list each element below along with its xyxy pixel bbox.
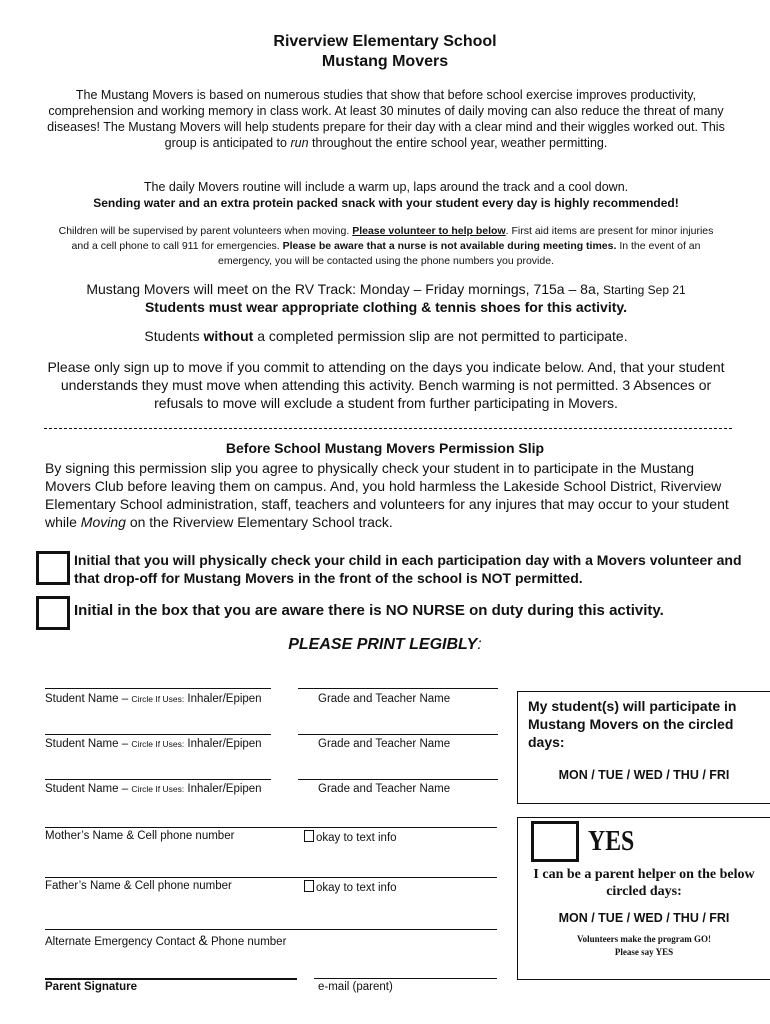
routine-recommendation: Sending water and an extra protein packed snack with your student every day is highly recommended!	[93, 196, 679, 210]
slip-body	[45, 459, 735, 531]
email-line[interactable]	[314, 978, 497, 979]
meeting-line	[45, 280, 727, 299]
helper-box	[517, 817, 770, 980]
supervision-text-end: In the event of an emergency, you will be contacted using the phone numbers you provide.	[217, 240, 701, 267]
mother-line[interactable]	[45, 827, 497, 828]
grade-label-2: Grade and Teacher Name	[318, 738, 451, 750]
school-title: Riverview Elementary School	[273, 33, 497, 50]
student-label-2	[45, 738, 262, 750]
inhaler-label: Inhaler/Epipen	[184, 738, 262, 750]
alternate-amp: &	[198, 932, 208, 948]
intro-text-end: throughout the entire school year, weather permitting.	[308, 136, 608, 150]
intro-paragraph	[45, 87, 727, 151]
supervision-text: Children will be supervised by parent volunteers when moving.	[58, 225, 353, 237]
meeting-start: Starting Sep 21	[599, 283, 686, 297]
father-line[interactable]	[45, 877, 497, 878]
intro-italic: run	[290, 136, 309, 150]
days-box	[517, 691, 770, 804]
student-name-line-3[interactable]	[45, 779, 271, 780]
routine-line: The daily Movers routine will include a warm up, laps around the track and a cool down.	[143, 180, 629, 194]
initial-checkin-text: Initial that you will physically check your child in each participation day with a Movers volunteer and that drop-off for Mustang Movers in the front of the school is NOT permitted.	[74, 552, 742, 586]
grade-label-3: Grade and Teacher Name	[318, 783, 451, 795]
grade-line-3[interactable]	[298, 779, 498, 780]
circle-label: Circle If Uses:	[131, 784, 185, 794]
okay-text-label: okay to text info	[316, 832, 397, 844]
slip-text: By signing this permission slip you agree to physically check your student in to participate in the Mustang Movers Club before leaving them on campus. And, you hold harmless the Lakeside School District, Riverview Elementary School administration, staff, teachers and volunteers for any injures that may occur to your student while	[45, 460, 729, 530]
inhaler-label: Inhaler/Epipen	[184, 783, 262, 795]
mother-text-checkbox[interactable]	[304, 830, 314, 842]
permission-text-end: a completed permission slip are not permitted to participate.	[253, 328, 628, 344]
student-name-line-2[interactable]	[45, 734, 271, 735]
grade-label-1: Grade and Teacher Name	[318, 693, 451, 705]
alternate-label	[45, 932, 286, 948]
clothing-requirement: Students must wear appropriate clothing & tennis shoes for this activity.	[144, 299, 628, 315]
alternate-text-end: Phone number	[207, 936, 287, 948]
grade-line-2[interactable]	[298, 734, 498, 735]
helper-yes: YES	[588, 826, 635, 857]
initial-checkin-box[interactable]	[36, 551, 70, 585]
alternate-text: Alternate Emergency Contact	[45, 936, 199, 948]
father-label: Father’s Name & Cell phone number	[45, 880, 232, 892]
print-colon: :	[477, 636, 482, 653]
nurse-warning: Please be aware that a nurse is not available during meeting times.	[282, 240, 617, 252]
alternate-line[interactable]	[45, 929, 497, 930]
program-title: Mustang Movers	[321, 53, 449, 70]
slip-text-end: on the Riverview Elementary School track.	[125, 514, 393, 530]
commitment-paragraph: Please only sign up to move if you commit to attending on the days you indicate below. And, that your student understands they must move when attending this activity. Bench warming is not permitted. 3 Absences or refusals to move will exclude a student from further participating in Movers.	[47, 359, 725, 411]
father-text-okay	[304, 880, 397, 894]
helper-note-2: Please say YES	[614, 947, 674, 957]
helper-note-1: Volunteers make the program GO!	[577, 934, 711, 944]
circle-label: Circle If Uses:	[131, 694, 185, 704]
inhaler-label: Inhaler/Epipen	[184, 693, 262, 705]
signature-line[interactable]	[45, 978, 297, 980]
helper-days: MON / TUE / WED / THU / FRI	[558, 911, 730, 925]
print-text: PLEASE PRINT LEGIBLY	[288, 636, 478, 653]
student-label-text: Student Name –	[45, 693, 132, 705]
meeting-text: Mustang Movers will meet on the RV Track: Monday – Friday mornings, 715a – 8a,	[86, 281, 600, 297]
permission-text: Students	[144, 328, 204, 344]
mother-text-okay	[304, 830, 397, 844]
supervision-paragraph	[50, 224, 722, 269]
initial-nurse-box[interactable]	[36, 596, 70, 630]
student-label-1	[45, 693, 262, 705]
supervision-text-mid: . First aid items are present for minor injuries and a cell phone to call 911 for emergencies.	[71, 225, 714, 252]
intro-text: The Mustang Movers is based on numerous studies that show that before school exercise improves productivity, comprehension and working memory in class work. At least 30 minutes of daily moving can also reduce the threat of many diseases! The Mustang Movers will help students prepare for their day with a clear mind and their wiggles worked out. This group is anticipated to	[47, 88, 725, 150]
circle-label: Circle If Uses:	[131, 739, 185, 749]
student-name-line-1[interactable]	[45, 688, 271, 689]
father-text-checkbox[interactable]	[304, 880, 314, 892]
slip-italic: Moving	[80, 514, 126, 530]
student-label-text: Student Name –	[45, 783, 132, 795]
student-label-text: Student Name –	[45, 738, 132, 750]
initial-nurse-text: Initial in the box that you are aware there is NO NURSE on duty during this activity.	[74, 602, 664, 619]
grade-line-1[interactable]	[298, 688, 498, 689]
slip-title: Before School Mustang Movers Permission Slip	[225, 440, 545, 456]
signature-label: Parent Signature	[45, 981, 138, 993]
okay-text-label: okay to text info	[316, 882, 397, 894]
days-box-days: MON / TUE / WED / THU / FRI	[558, 768, 730, 782]
helper-checkbox[interactable]	[531, 821, 579, 862]
volunteer-callout: Please volunteer to help below	[352, 225, 506, 237]
cut-line	[44, 428, 732, 429]
helper-text: I can be a parent helper on the below circled days:	[533, 867, 755, 899]
print-legibly	[0, 636, 770, 654]
email-label: e-mail (parent)	[318, 981, 393, 993]
mother-label: Mother’s Name & Cell phone number	[45, 830, 235, 842]
days-box-text: My student(s) will participate in Mustang Movers on the circled days:	[528, 698, 737, 750]
student-label-3	[45, 783, 262, 795]
permission-note	[45, 327, 727, 345]
permission-bold: without	[203, 328, 254, 344]
